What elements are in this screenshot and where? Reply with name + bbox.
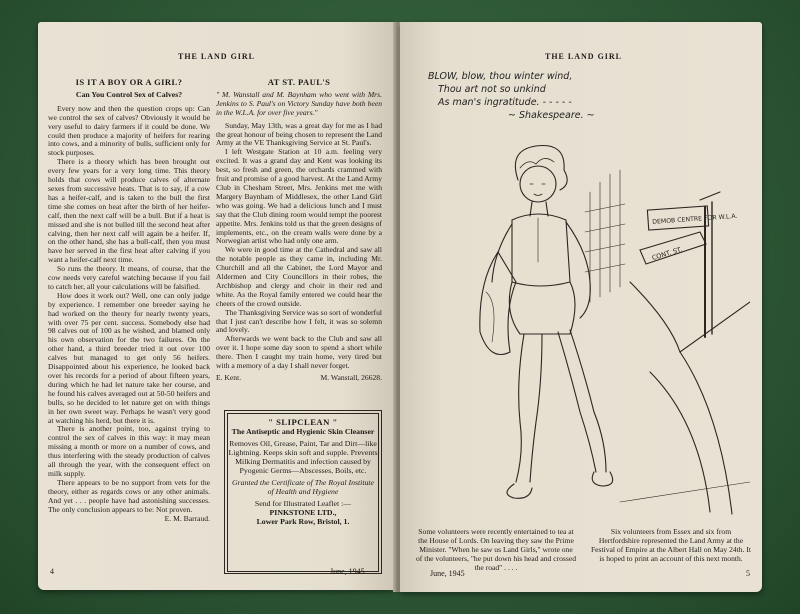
article-title: IS IT A BOY OR A GIRL? bbox=[75, 77, 183, 87]
paragraph: There appears to be no support from vets for the theory, either as regards cows or any other animals. And yet . . . people have had astonishing successes. The only conclusion appears to be: Not proven. bbox=[48, 477, 210, 514]
poem-line: As man's ingratitude. - - - - - bbox=[438, 97, 572, 108]
handwritten-poem bbox=[428, 70, 618, 122]
paragraph: How does it work out? Well, one can only judge by experience. I remember one breeder saying he had worked on the theory for nearly twenty years, with over 75 per cent. success. Somebody else had 98 calves out of 100 as he wished, and blamed only his own observation for the two failures. On the other hand, a third breeder tried it out over 100 calves but managed to get only 56 heifers. Disappointed about his experience, he looked back over his records for a period of about fifteen years, during which he had let nature take her course, and he found his calves averaged out at 50-50 heifers and bulls, so he decided to let nature get on with things in her own sweet way. Perhaps he wasn't very good at watching his herd, but there it is. bbox=[48, 290, 210, 425]
paragraph: There is a theory which has been brought out every few years for a very long time. This theory holds that cows will produce calves of alternate sexes from successive heats. That is to say, if a cow has a heifer-calf, and is taken to the bull the first time she comes on heat after the birth of her heifer-calf, then the next calf will be a bull. But if a heat is missed and she is not bulled till the second heat after calving, then her next calf will again be a heifer. If, on the other hand, she has a bull-calf, then you must have her served in the first heat after calving if you want a heifer-calf next time. bbox=[48, 157, 210, 265]
caption-albert-hall: Six volunteers from Essex and six from Hertfordshire represented the Land Army at the Festival of Empire at the Albert Hall on May 24th. It is hoped to print an account of this next month. bbox=[590, 527, 752, 563]
poem-line: BLOW, blow, thou winter wind, bbox=[428, 71, 573, 82]
caption-house-of-lords: Some volunteers were recently entertained to tea at the House of Lords. On leaving they saw the Prime Minister. "When he saw us Land Girls," wrote one of the volunteers, "he put down his head and crossed the road" . . . . bbox=[416, 527, 576, 572]
sign-demob: DEMOB CENTRE FOR W.L.A. bbox=[651, 212, 738, 226]
right-page bbox=[400, 22, 762, 592]
advert-body: Removes Oil, Grease, Paint, Tar and Dirt—like Lightning. Keeps skin soft and supple. Prevents Milking Dermatitis and infection caused by Pyogenic Germs—Abscesses, Boils, etc. bbox=[228, 439, 378, 475]
signature-row bbox=[216, 374, 382, 383]
paragraph: Afterwards we went back to the Club and saw all over it. I hope some day soon to spend a short while there. Then I caught my train home, very tired but with a memory of a day I shall never forget. bbox=[216, 334, 382, 371]
paragraph: The Thanksgiving Service was so sort of wonderful that I just can't describe how I felt, it was so solemn and lovely. bbox=[216, 307, 382, 335]
paragraph: I left Westgate Station at 10 a.m. feeling very excited. It was a grand day and Kent was looking its best, so fresh and green, the orchards crammed with fruit and promise of a good harvest. At the Land Army Club in Chesham Street, Mrs. Jenkins met me with Margery Baynham of Middlesex, the other Land Girl who was going. We had a delicious lunch and I must say that the Club dining room would tempt the poorest appetite. Mrs. Jenkins told us that the green designs of implements, etc., on the cream walls were done by a Norwegian artist who had only one arm. bbox=[216, 147, 382, 246]
advert-address: Lower Park Row, Bristol, 1. bbox=[256, 517, 350, 526]
land-girl-cartoon bbox=[420, 122, 750, 522]
paragraph: Every now and then the question crops up: Can we control the sex of calves? Obviously it would be very useful to dairy farmers if it could be done. We could then produce a majority of heifers for rearing into cows, and a minority of bulls, sufficient only for stock purposes. bbox=[48, 103, 210, 158]
advert-company: PINKSTONE LTD., bbox=[269, 508, 337, 517]
article-intro: " M. Wanstall and M. Baynham who went with Mrs. Jenkins to S. Paul's on Victory Sunday have both been in the W.L.A. for over five years." bbox=[216, 89, 382, 117]
page-date: June, 1945 bbox=[430, 569, 465, 578]
advert-subtitle: The Antiseptic and Hygienic Skin Cleanser bbox=[231, 427, 375, 436]
paragraph: There is another point, too, against trying to control the sex of calves in this way: it may mean missing a month or more on a number of cows, and thus interfering with the steady production of calves all through the year, with the consequent effect on milk supply. bbox=[48, 424, 210, 478]
running-head: THE LAND GIRL bbox=[545, 52, 623, 61]
signature-left: E. Kent. bbox=[216, 373, 242, 382]
article-st-pauls bbox=[216, 78, 382, 383]
advert-title: " SLIPCLEAN " bbox=[268, 417, 338, 427]
slipclean-advert bbox=[224, 410, 382, 574]
page-number: 4 bbox=[50, 567, 54, 576]
signature-right: M. Wanstall, 26628. bbox=[320, 373, 382, 382]
article-subtitle: Can You Control Sex of Calves? bbox=[75, 89, 183, 99]
advert-certificate: Granted the Certificate of The Royal Institute of Health and Hygiene bbox=[231, 478, 375, 496]
advert-send: Send for Illustrated Leaflet :— bbox=[254, 499, 352, 508]
signature: E. M. Barraud. bbox=[164, 513, 210, 523]
page-number: 5 bbox=[746, 569, 750, 578]
running-head: THE LAND GIRL bbox=[178, 52, 256, 61]
paragraph: We were in good time at the Cathedral and saw all the notable people as they came in, including Mr. Churchill and all the Cabinet, the Lord Mayor and Aldermen and City Councillors in their robes, the Archbishop and clergy and choir in their red and white. As the Royal family entered we could hear the cheers of the crowd outside. bbox=[216, 245, 382, 308]
poem-attribution: ~ Shakespeare. ~ bbox=[508, 110, 595, 121]
paragraph: Sunday, May 13th, was a great day for me as I had the great honour of being chosen to represent the Land Army at the VE Thanksgiving Service at St. Paul's. bbox=[216, 120, 382, 148]
paragraph: So runs the theory. It means, of course, that the cow needs very careful watching because if you fail to catch her, all your calculations will be falsified. bbox=[48, 264, 210, 291]
page-date: June, 1945 bbox=[330, 567, 365, 576]
article-title: AT ST. PAUL'S bbox=[267, 77, 331, 87]
left-page bbox=[38, 22, 394, 590]
sign-street: CONT. ST. bbox=[650, 245, 684, 263]
poem-line: Thou art not so unkind bbox=[438, 84, 546, 95]
article-boy-or-girl bbox=[48, 78, 210, 523]
